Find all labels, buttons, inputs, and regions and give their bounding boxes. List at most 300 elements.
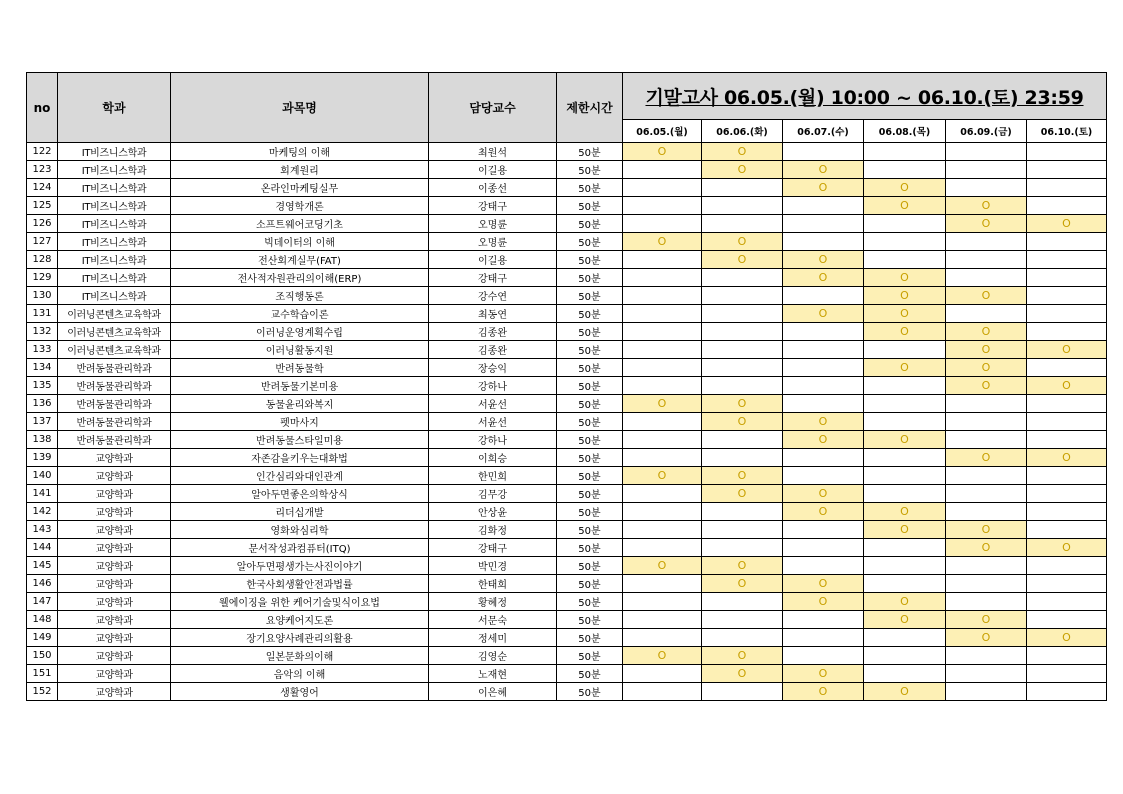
table-row bbox=[27, 341, 1107, 359]
row-course: 이러닝운영계획수립 bbox=[171, 323, 429, 341]
row-course: 리더십개발 bbox=[171, 503, 429, 521]
exam-day-cell bbox=[783, 395, 864, 413]
exam-day-cell bbox=[623, 431, 702, 449]
exam-day-mark: O bbox=[702, 485, 783, 503]
row-department: IT비즈니스학과 bbox=[58, 179, 171, 197]
table-row bbox=[27, 233, 1107, 251]
row-no: 150 bbox=[27, 647, 58, 665]
row-no: 125 bbox=[27, 197, 58, 215]
row-course: 반려동물스타일미용 bbox=[171, 431, 429, 449]
table-row bbox=[27, 485, 1107, 503]
exam-day-cell bbox=[702, 323, 783, 341]
row-department: 교양학과 bbox=[58, 683, 171, 701]
row-department: 교양학과 bbox=[58, 521, 171, 539]
row-no: 135 bbox=[27, 377, 58, 395]
header-row bbox=[27, 73, 1107, 120]
exam-day-cell bbox=[946, 179, 1027, 197]
exam-day-cell bbox=[623, 629, 702, 647]
exam-day-cell bbox=[1027, 683, 1107, 701]
row-professor: 정세미 bbox=[429, 629, 557, 647]
row-department: IT비즈니스학과 bbox=[58, 233, 171, 251]
row-time-limit: 50분 bbox=[557, 629, 623, 647]
exam-day-cell bbox=[1027, 557, 1107, 575]
col-header-dept: 학과 bbox=[58, 73, 171, 143]
exam-day-cell bbox=[1027, 593, 1107, 611]
table-row bbox=[27, 665, 1107, 683]
exam-day-cell bbox=[1027, 233, 1107, 251]
row-no: 141 bbox=[27, 485, 58, 503]
exam-day-cell bbox=[623, 323, 702, 341]
table-row bbox=[27, 575, 1107, 593]
exam-day-mark: O bbox=[702, 647, 783, 665]
row-time-limit: 50분 bbox=[557, 503, 623, 521]
exam-day-cell bbox=[1027, 143, 1107, 161]
exam-day-cell bbox=[783, 521, 864, 539]
exam-day-cell bbox=[1027, 323, 1107, 341]
exam-day-mark: O bbox=[783, 269, 864, 287]
exam-day-cell bbox=[946, 575, 1027, 593]
row-department: 교양학과 bbox=[58, 575, 171, 593]
row-no: 138 bbox=[27, 431, 58, 449]
row-course: 인간심리와대인관계 bbox=[171, 467, 429, 485]
exam-day-cell bbox=[702, 305, 783, 323]
exam-day-mark: O bbox=[1027, 449, 1107, 467]
exam-day-cell bbox=[623, 413, 702, 431]
row-course: 자존감을키우는대화법 bbox=[171, 449, 429, 467]
row-professor: 안상윤 bbox=[429, 503, 557, 521]
exam-day-mark: O bbox=[946, 197, 1027, 215]
exam-day-cell bbox=[702, 215, 783, 233]
row-no: 147 bbox=[27, 593, 58, 611]
exam-day-mark: O bbox=[783, 485, 864, 503]
row-time-limit: 50분 bbox=[557, 539, 623, 557]
date-header: 06.10.(토) bbox=[1027, 120, 1107, 143]
exam-day-mark: O bbox=[702, 395, 783, 413]
exam-day-cell bbox=[946, 431, 1027, 449]
exam-day-mark: O bbox=[946, 341, 1027, 359]
exam-day-cell bbox=[946, 557, 1027, 575]
exam-day-mark: O bbox=[864, 287, 946, 305]
row-professor: 강태구 bbox=[429, 539, 557, 557]
row-course: 펫마사지 bbox=[171, 413, 429, 431]
table-row bbox=[27, 143, 1107, 161]
row-no: 143 bbox=[27, 521, 58, 539]
date-header: 06.08.(목) bbox=[864, 120, 946, 143]
exam-day-cell bbox=[1027, 161, 1107, 179]
exam-day-cell bbox=[623, 611, 702, 629]
table-row bbox=[27, 395, 1107, 413]
exam-day-cell bbox=[783, 323, 864, 341]
exam-day-cell bbox=[702, 269, 783, 287]
exam-day-cell bbox=[783, 341, 864, 359]
row-course: 장기요양사례관리의활용 bbox=[171, 629, 429, 647]
exam-day-cell bbox=[783, 539, 864, 557]
row-professor: 서문숙 bbox=[429, 611, 557, 629]
exam-day-cell bbox=[864, 251, 946, 269]
row-professor: 김종완 bbox=[429, 341, 557, 359]
row-time-limit: 50분 bbox=[557, 251, 623, 269]
exam-day-cell bbox=[702, 287, 783, 305]
exam-day-mark: O bbox=[702, 467, 783, 485]
exam-day-cell bbox=[864, 341, 946, 359]
exam-day-mark: O bbox=[864, 179, 946, 197]
row-professor: 장승익 bbox=[429, 359, 557, 377]
row-time-limit: 50분 bbox=[557, 179, 623, 197]
exam-day-cell bbox=[1027, 431, 1107, 449]
exam-day-cell bbox=[946, 593, 1027, 611]
row-department: 반려동물관리학과 bbox=[58, 377, 171, 395]
exam-day-cell bbox=[783, 143, 864, 161]
row-professor: 이길용 bbox=[429, 161, 557, 179]
exam-day-cell bbox=[1027, 503, 1107, 521]
exam-day-cell bbox=[783, 287, 864, 305]
date-header: 06.05.(월) bbox=[623, 120, 702, 143]
row-department: 이러닝콘텐츠교육학과 bbox=[58, 305, 171, 323]
table-row bbox=[27, 287, 1107, 305]
row-course: 동물윤리와복지 bbox=[171, 395, 429, 413]
exam-day-cell bbox=[1027, 611, 1107, 629]
exam-day-cell bbox=[946, 395, 1027, 413]
col-header-no: no bbox=[27, 73, 58, 143]
row-time-limit: 50분 bbox=[557, 359, 623, 377]
row-department: IT비즈니스학과 bbox=[58, 215, 171, 233]
row-time-limit: 50분 bbox=[557, 593, 623, 611]
row-course: 빅데이터의 이해 bbox=[171, 233, 429, 251]
row-professor: 강태구 bbox=[429, 269, 557, 287]
exam-day-cell bbox=[864, 485, 946, 503]
exam-day-cell bbox=[864, 377, 946, 395]
exam-day-cell bbox=[623, 449, 702, 467]
exam-day-cell bbox=[1027, 413, 1107, 431]
exam-day-mark: O bbox=[783, 593, 864, 611]
row-professor: 김종완 bbox=[429, 323, 557, 341]
row-no: 152 bbox=[27, 683, 58, 701]
exam-day-mark: O bbox=[623, 647, 702, 665]
row-department: IT비즈니스학과 bbox=[58, 197, 171, 215]
exam-day-mark: O bbox=[946, 359, 1027, 377]
exam-day-cell bbox=[702, 539, 783, 557]
table-row bbox=[27, 683, 1107, 701]
col-header-professor: 담당교수 bbox=[429, 73, 557, 143]
exam-day-cell bbox=[864, 143, 946, 161]
table-row bbox=[27, 503, 1107, 521]
row-professor: 강태구 bbox=[429, 197, 557, 215]
exam-day-mark: O bbox=[783, 665, 864, 683]
table-row bbox=[27, 647, 1107, 665]
exam-day-cell bbox=[1027, 521, 1107, 539]
exam-day-cell bbox=[783, 629, 864, 647]
row-professor: 강하나 bbox=[429, 377, 557, 395]
exam-day-mark: O bbox=[864, 521, 946, 539]
row-professor: 김무강 bbox=[429, 485, 557, 503]
row-time-limit: 50분 bbox=[557, 683, 623, 701]
row-professor: 최동연 bbox=[429, 305, 557, 323]
exam-day-cell bbox=[1027, 197, 1107, 215]
row-time-limit: 50분 bbox=[557, 449, 623, 467]
exam-day-mark: O bbox=[946, 629, 1027, 647]
exam-day-cell bbox=[702, 197, 783, 215]
exam-day-cell bbox=[623, 575, 702, 593]
row-professor: 한태희 bbox=[429, 575, 557, 593]
row-no: 129 bbox=[27, 269, 58, 287]
row-professor: 이종선 bbox=[429, 179, 557, 197]
row-professor: 이희승 bbox=[429, 449, 557, 467]
exam-day-cell bbox=[623, 179, 702, 197]
row-department: 교양학과 bbox=[58, 539, 171, 557]
exam-day-mark: O bbox=[864, 359, 946, 377]
exam-day-cell bbox=[946, 233, 1027, 251]
row-department: 교양학과 bbox=[58, 467, 171, 485]
table-row bbox=[27, 323, 1107, 341]
exam-day-cell bbox=[864, 395, 946, 413]
row-no: 144 bbox=[27, 539, 58, 557]
row-professor: 강하나 bbox=[429, 431, 557, 449]
col-header-course: 과목명 bbox=[171, 73, 429, 143]
row-course: 웰에이징을 위한 케어기술및식이요법 bbox=[171, 593, 429, 611]
exam-day-cell bbox=[864, 449, 946, 467]
row-department: IT비즈니스학과 bbox=[58, 161, 171, 179]
exam-day-mark: O bbox=[1027, 377, 1107, 395]
exam-day-cell bbox=[623, 197, 702, 215]
exam-day-cell bbox=[623, 521, 702, 539]
exam-day-cell bbox=[946, 269, 1027, 287]
exam-day-mark: O bbox=[864, 323, 946, 341]
row-time-limit: 50분 bbox=[557, 305, 623, 323]
row-course: 소프트웨어코딩기초 bbox=[171, 215, 429, 233]
row-no: 149 bbox=[27, 629, 58, 647]
exam-day-cell bbox=[946, 485, 1027, 503]
exam-period-title bbox=[623, 73, 1107, 120]
row-department: IT비즈니스학과 bbox=[58, 287, 171, 305]
exam-day-mark: O bbox=[783, 575, 864, 593]
row-professor: 서윤선 bbox=[429, 395, 557, 413]
date-header: 06.07.(수) bbox=[783, 120, 864, 143]
exam-day-mark: O bbox=[702, 575, 783, 593]
row-no: 122 bbox=[27, 143, 58, 161]
exam-day-cell bbox=[946, 143, 1027, 161]
exam-day-cell bbox=[702, 179, 783, 197]
row-no: 130 bbox=[27, 287, 58, 305]
row-course: 생활영어 bbox=[171, 683, 429, 701]
exam-day-mark: O bbox=[783, 179, 864, 197]
row-no: 136 bbox=[27, 395, 58, 413]
table-row bbox=[27, 215, 1107, 233]
exam-day-mark: O bbox=[783, 305, 864, 323]
exam-period-title-text: 기말고사 06.05.(월) 10:00 ~ 06.10.(토) 23:59 bbox=[645, 86, 1084, 109]
exam-day-cell bbox=[702, 359, 783, 377]
row-course: 반려동물학 bbox=[171, 359, 429, 377]
exam-day-mark: O bbox=[864, 593, 946, 611]
row-professor: 최원석 bbox=[429, 143, 557, 161]
table-row bbox=[27, 467, 1107, 485]
exam-day-cell bbox=[623, 359, 702, 377]
exam-day-cell bbox=[864, 467, 946, 485]
exam-day-cell bbox=[783, 377, 864, 395]
row-time-limit: 50분 bbox=[557, 323, 623, 341]
exam-day-mark: O bbox=[783, 683, 864, 701]
exam-day-mark: O bbox=[1027, 215, 1107, 233]
row-time-limit: 50분 bbox=[557, 611, 623, 629]
row-course: 전산회계실무(FAT) bbox=[171, 251, 429, 269]
exam-day-cell bbox=[864, 215, 946, 233]
row-course: 음악의 이해 bbox=[171, 665, 429, 683]
row-department: 교양학과 bbox=[58, 611, 171, 629]
row-course: 일본문화의이해 bbox=[171, 647, 429, 665]
exam-day-mark: O bbox=[946, 323, 1027, 341]
exam-day-mark: O bbox=[946, 521, 1027, 539]
row-department: 반려동물관리학과 bbox=[58, 431, 171, 449]
exam-day-mark: O bbox=[946, 611, 1027, 629]
row-no: 123 bbox=[27, 161, 58, 179]
exam-day-mark: O bbox=[623, 233, 702, 251]
row-professor: 서윤선 bbox=[429, 413, 557, 431]
exam-day-mark: O bbox=[946, 287, 1027, 305]
exam-day-cell bbox=[702, 683, 783, 701]
row-no: 126 bbox=[27, 215, 58, 233]
table-row bbox=[27, 593, 1107, 611]
table-row bbox=[27, 197, 1107, 215]
exam-day-mark: O bbox=[1027, 539, 1107, 557]
exam-day-cell bbox=[946, 647, 1027, 665]
exam-day-cell bbox=[1027, 179, 1107, 197]
exam-day-cell bbox=[623, 287, 702, 305]
exam-day-mark: O bbox=[864, 503, 946, 521]
exam-day-mark: O bbox=[783, 431, 864, 449]
exam-day-cell bbox=[702, 593, 783, 611]
row-department: 교양학과 bbox=[58, 485, 171, 503]
row-professor: 이은혜 bbox=[429, 683, 557, 701]
date-header: 06.06.(화) bbox=[702, 120, 783, 143]
exam-day-mark: O bbox=[783, 161, 864, 179]
exam-day-cell bbox=[946, 467, 1027, 485]
row-course: 요양케어지도론 bbox=[171, 611, 429, 629]
exam-day-cell bbox=[702, 503, 783, 521]
table-row bbox=[27, 179, 1107, 197]
exam-day-cell bbox=[623, 161, 702, 179]
row-department: 이러닝콘텐츠교육학과 bbox=[58, 323, 171, 341]
exam-day-cell bbox=[623, 377, 702, 395]
exam-day-mark: O bbox=[864, 611, 946, 629]
row-professor: 오명륜 bbox=[429, 233, 557, 251]
exam-day-mark: O bbox=[864, 197, 946, 215]
row-time-limit: 50분 bbox=[557, 197, 623, 215]
row-department: 교양학과 bbox=[58, 593, 171, 611]
exam-day-cell bbox=[946, 683, 1027, 701]
exam-day-cell bbox=[1027, 467, 1107, 485]
row-no: 131 bbox=[27, 305, 58, 323]
row-course: 알아두면좋은의학상식 bbox=[171, 485, 429, 503]
row-no: 134 bbox=[27, 359, 58, 377]
exam-day-mark: O bbox=[783, 251, 864, 269]
row-time-limit: 50분 bbox=[557, 161, 623, 179]
exam-day-cell bbox=[702, 341, 783, 359]
exam-day-mark: O bbox=[702, 557, 783, 575]
row-department: 반려동물관리학과 bbox=[58, 413, 171, 431]
exam-day-cell bbox=[864, 647, 946, 665]
row-no: 137 bbox=[27, 413, 58, 431]
exam-day-cell bbox=[783, 233, 864, 251]
exam-day-cell bbox=[783, 467, 864, 485]
exam-day-mark: O bbox=[946, 449, 1027, 467]
row-professor: 황혜정 bbox=[429, 593, 557, 611]
row-course: 온라인마케팅실무 bbox=[171, 179, 429, 197]
row-time-limit: 50분 bbox=[557, 485, 623, 503]
exam-day-cell bbox=[702, 377, 783, 395]
row-department: 교양학과 bbox=[58, 629, 171, 647]
row-time-limit: 50분 bbox=[557, 269, 623, 287]
table-row bbox=[27, 251, 1107, 269]
row-professor: 한민희 bbox=[429, 467, 557, 485]
row-professor: 이길용 bbox=[429, 251, 557, 269]
table-row bbox=[27, 629, 1107, 647]
table-row bbox=[27, 539, 1107, 557]
table-row bbox=[27, 611, 1107, 629]
exam-day-cell bbox=[783, 557, 864, 575]
exam-schedule-table bbox=[26, 72, 1107, 701]
row-no: 124 bbox=[27, 179, 58, 197]
exam-day-mark: O bbox=[1027, 629, 1107, 647]
exam-day-mark: O bbox=[864, 683, 946, 701]
exam-day-cell bbox=[623, 503, 702, 521]
exam-day-cell bbox=[702, 449, 783, 467]
row-course: 전사적자원관리의이해(ERP) bbox=[171, 269, 429, 287]
row-time-limit: 50분 bbox=[557, 377, 623, 395]
exam-day-cell bbox=[783, 611, 864, 629]
exam-day-cell bbox=[783, 359, 864, 377]
exam-day-cell bbox=[623, 539, 702, 557]
exam-day-cell bbox=[864, 539, 946, 557]
exam-day-mark: O bbox=[1027, 341, 1107, 359]
exam-day-mark: O bbox=[702, 413, 783, 431]
exam-day-cell bbox=[1027, 575, 1107, 593]
row-course: 경영학개론 bbox=[171, 197, 429, 215]
exam-day-cell bbox=[623, 683, 702, 701]
row-time-limit: 50분 bbox=[557, 647, 623, 665]
row-professor: 오명륜 bbox=[429, 215, 557, 233]
row-time-limit: 50분 bbox=[557, 395, 623, 413]
exam-day-cell bbox=[702, 611, 783, 629]
exam-day-cell bbox=[1027, 251, 1107, 269]
row-no: 146 bbox=[27, 575, 58, 593]
exam-day-cell bbox=[864, 575, 946, 593]
row-department: 교양학과 bbox=[58, 449, 171, 467]
exam-day-cell bbox=[864, 665, 946, 683]
exam-day-cell bbox=[1027, 665, 1107, 683]
row-professor: 김화정 bbox=[429, 521, 557, 539]
table-row bbox=[27, 413, 1107, 431]
table-row bbox=[27, 557, 1107, 575]
exam-day-cell bbox=[623, 341, 702, 359]
exam-day-mark: O bbox=[623, 143, 702, 161]
exam-day-cell bbox=[946, 503, 1027, 521]
row-no: 133 bbox=[27, 341, 58, 359]
exam-day-cell bbox=[864, 557, 946, 575]
exam-day-mark: O bbox=[702, 665, 783, 683]
table-row bbox=[27, 449, 1107, 467]
exam-day-cell bbox=[623, 215, 702, 233]
row-time-limit: 50분 bbox=[557, 287, 623, 305]
table-row bbox=[27, 305, 1107, 323]
exam-day-cell bbox=[946, 161, 1027, 179]
exam-day-mark: O bbox=[946, 539, 1027, 557]
exam-day-cell bbox=[623, 485, 702, 503]
exam-day-cell bbox=[623, 593, 702, 611]
exam-day-cell bbox=[623, 665, 702, 683]
table-body bbox=[27, 143, 1107, 701]
exam-day-mark: O bbox=[623, 557, 702, 575]
row-course: 마케팅의 이해 bbox=[171, 143, 429, 161]
exam-day-mark: O bbox=[783, 503, 864, 521]
